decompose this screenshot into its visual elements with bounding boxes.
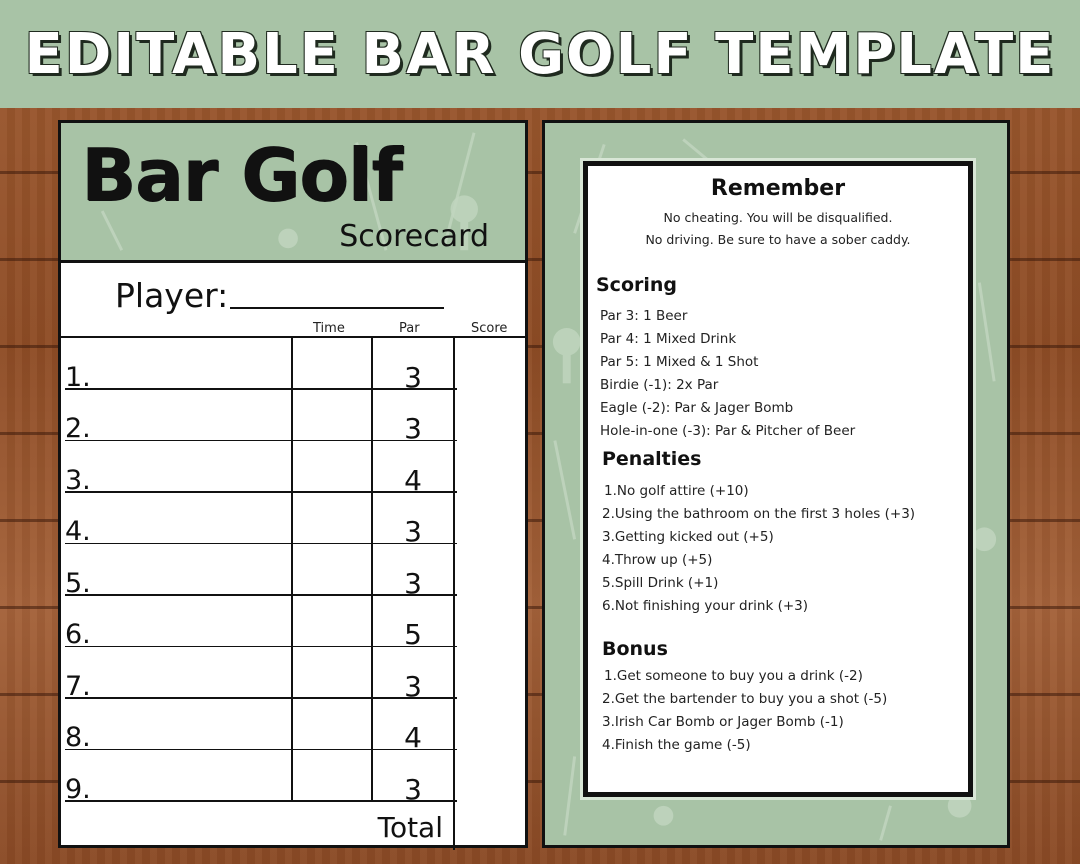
bonus-item: 3.Irish Car Bomb or Jager Bomb (-1) [602, 714, 844, 730]
scoring-item: Birdie (-1): 2x Par [600, 377, 719, 393]
hole-par: 3 [404, 515, 422, 548]
scoring-item: Hole-in-one (-3): Par & Pitcher of Beer [600, 423, 856, 439]
column-header-par: Par [399, 321, 420, 336]
hole-row[interactable] [61, 596, 525, 651]
scorecard-subtitle: Scorecard [339, 219, 489, 254]
rules-card [542, 120, 1010, 848]
penalty-item: 4.Throw up (+5) [602, 552, 713, 568]
scoring-item: Par 4: 1 Mixed Drink [600, 331, 737, 347]
penalty-item: 3.Getting kicked out (+5) [602, 529, 774, 545]
column-header-score: Score [471, 321, 508, 336]
player-name-line[interactable] [230, 307, 444, 309]
hole-number: 8. [65, 722, 91, 753]
column-header-time: Time [313, 321, 345, 336]
total-row[interactable] [61, 800, 525, 848]
rules-panel [583, 161, 973, 797]
hole-par: 3 [404, 412, 422, 445]
scorecard-header [61, 123, 525, 263]
hole-par: 3 [404, 669, 422, 703]
hole-number: 2. [65, 413, 91, 444]
hole-row[interactable] [61, 441, 525, 497]
hole-row[interactable] [61, 750, 525, 806]
bonus-item: 2.Get the bartender to buy you a shot (-5) [602, 691, 888, 707]
hole-par: 4 [404, 721, 422, 754]
hole-par: 3 [404, 360, 422, 394]
hole-row[interactable] [61, 544, 525, 600]
hole-number: 3. [65, 464, 91, 496]
bonus-item: 1.Get someone to buy you a drink (-2) [604, 668, 863, 684]
hole-par: 3 [404, 566, 422, 600]
remember-line: No cheating. You will be disqualified. [663, 210, 893, 225]
score-grid [61, 336, 525, 848]
penalty-item: 1.No golf attire (+10) [604, 483, 749, 499]
hole-row[interactable] [61, 647, 525, 703]
hole-row[interactable] [61, 390, 525, 445]
remember-line: No driving. Be sure to have a sober caddy. [645, 232, 911, 247]
scorecard-card [58, 120, 528, 848]
scoring-item: Par 3: 1 Beer [600, 308, 688, 324]
hole-number: 7. [65, 670, 91, 702]
player-label: Player: [115, 276, 229, 315]
penalty-item: 2.Using the bathroom on the first 3 holes (+3) [602, 506, 916, 522]
hole-number: 9. [65, 773, 91, 805]
scoring-heading: Scoring [596, 274, 678, 296]
hole-row[interactable] [61, 493, 525, 548]
penalties-heading: Penalties [602, 448, 702, 470]
hole-par: 3 [404, 772, 422, 806]
hole-number: 4. [65, 516, 91, 547]
player-field[interactable] [115, 275, 444, 315]
scoring-item: Eagle (-2): Par & Jager Bomb [600, 400, 794, 416]
hole-par: 5 [404, 618, 422, 651]
scorecard-title: Bar Golf [81, 133, 402, 217]
bonus-item: 4.Finish the game (-5) [602, 737, 751, 753]
remember-heading: Remember [710, 176, 846, 201]
hole-number: 6. [65, 619, 91, 650]
banner [0, 0, 1080, 108]
penalty-item: 5.Spill Drink (+1) [602, 575, 719, 591]
banner-title: EDITABLE BAR GOLF TEMPLATE [24, 21, 1056, 87]
hole-row[interactable] [61, 699, 525, 754]
penalty-item: 6.Not finishing your drink (+3) [602, 598, 809, 614]
hole-number: 5. [65, 567, 91, 599]
hole-row[interactable] [61, 338, 525, 394]
bonus-heading: Bonus [602, 638, 668, 660]
hole-number: 1. [65, 361, 91, 393]
total-label: Total [377, 811, 443, 844]
hole-par: 4 [404, 463, 422, 497]
scoring-item: Par 5: 1 Mixed & 1 Shot [600, 354, 759, 370]
